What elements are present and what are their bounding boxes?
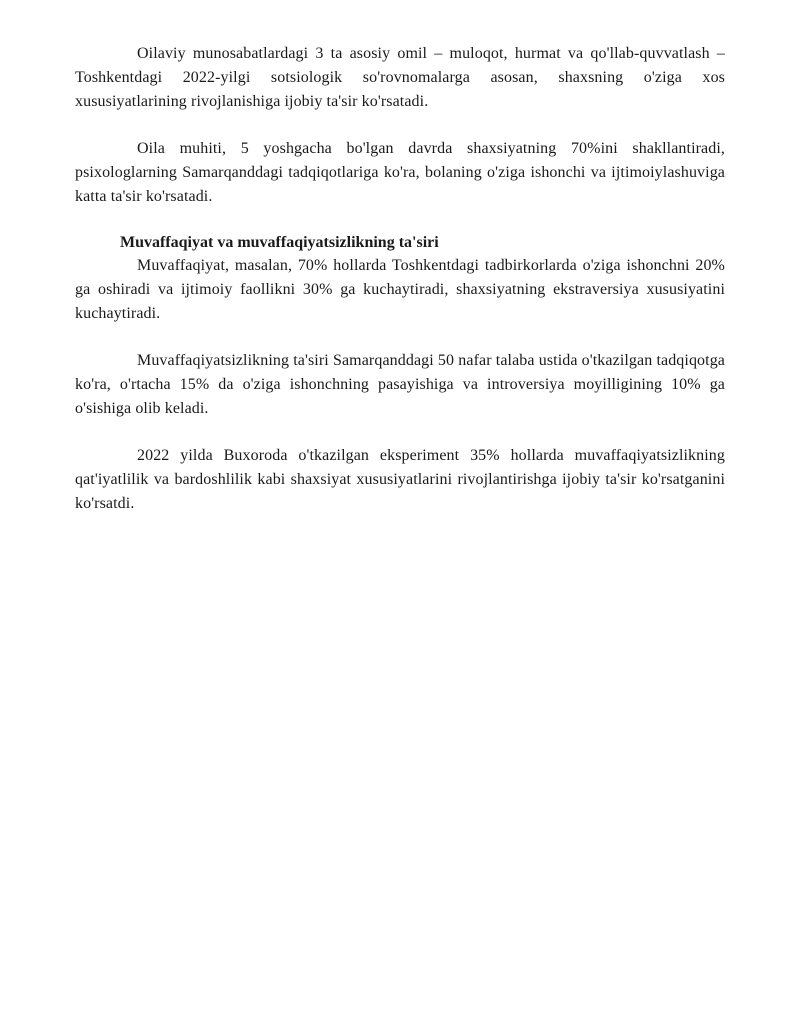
- section-heading: Muvaffaqiyat va muvaffaqiyatsizlikning ta'siri: [120, 234, 439, 251]
- paragraph-success-effect: Muvaffaqiyat, masalan, 70% hollarda Toshkentdagi tadbirkorlarda o'ziga ishonchni 20% ga oshiradi va ijtimoiy faollikni 30% ga kuchaytiradi, shaxsiyatning ekstraversiya xususiyatini kuchaytiradi.: [75, 257, 725, 322]
- paragraph-bukhara-experiment: 2022 yilda Buxoroda o'tkazilgan eksperiment 35% hollarda muvaffaqiyatsizlikning qat'iyatlilik va bardoshlilik kabi shaxsiyat xususiyatlarini rivojlantirishga ijobiy ta'sir ko'rsatganini ko'rsatdi.: [75, 447, 725, 512]
- paragraph-family-factors: Oilaviy munosabatlardagi 3 ta asosiy omil – muloqot, hurmat va qo'llab-quvvatlash – Toshkentdagi 2022-yilgi sotsiologik so'rovnomalarga asosan, shaxsning o'ziga xos xususiyatlarining rivojlanishiga ijobiy ta'sir ko'rsatadi.: [75, 45, 725, 110]
- document-page: [75, 42, 725, 539]
- paragraph-family-environment: Oila muhiti, 5 yoshgacha bo'lgan davrda shaxsiyatning 70%ini shakllantiradi, psixologlarning Samarqanddagi tadqiqotlariga ko'ra, bolaning o'ziga ishonchi va ijtimoiylashuviga katta ta'sir ko'rsatadi.: [75, 140, 725, 205]
- paragraph-failure-effect: Muvaffaqiyatsizlikning ta'siri Samarqanddagi 50 nafar talaba ustida o'tkazilgan tadqiqotga ko'ra, o'rtacha 15% da o'ziga ishonchning pasayishiga va introversiya moyilligining 10% ga o'sishiga olib keladi.: [75, 352, 725, 417]
